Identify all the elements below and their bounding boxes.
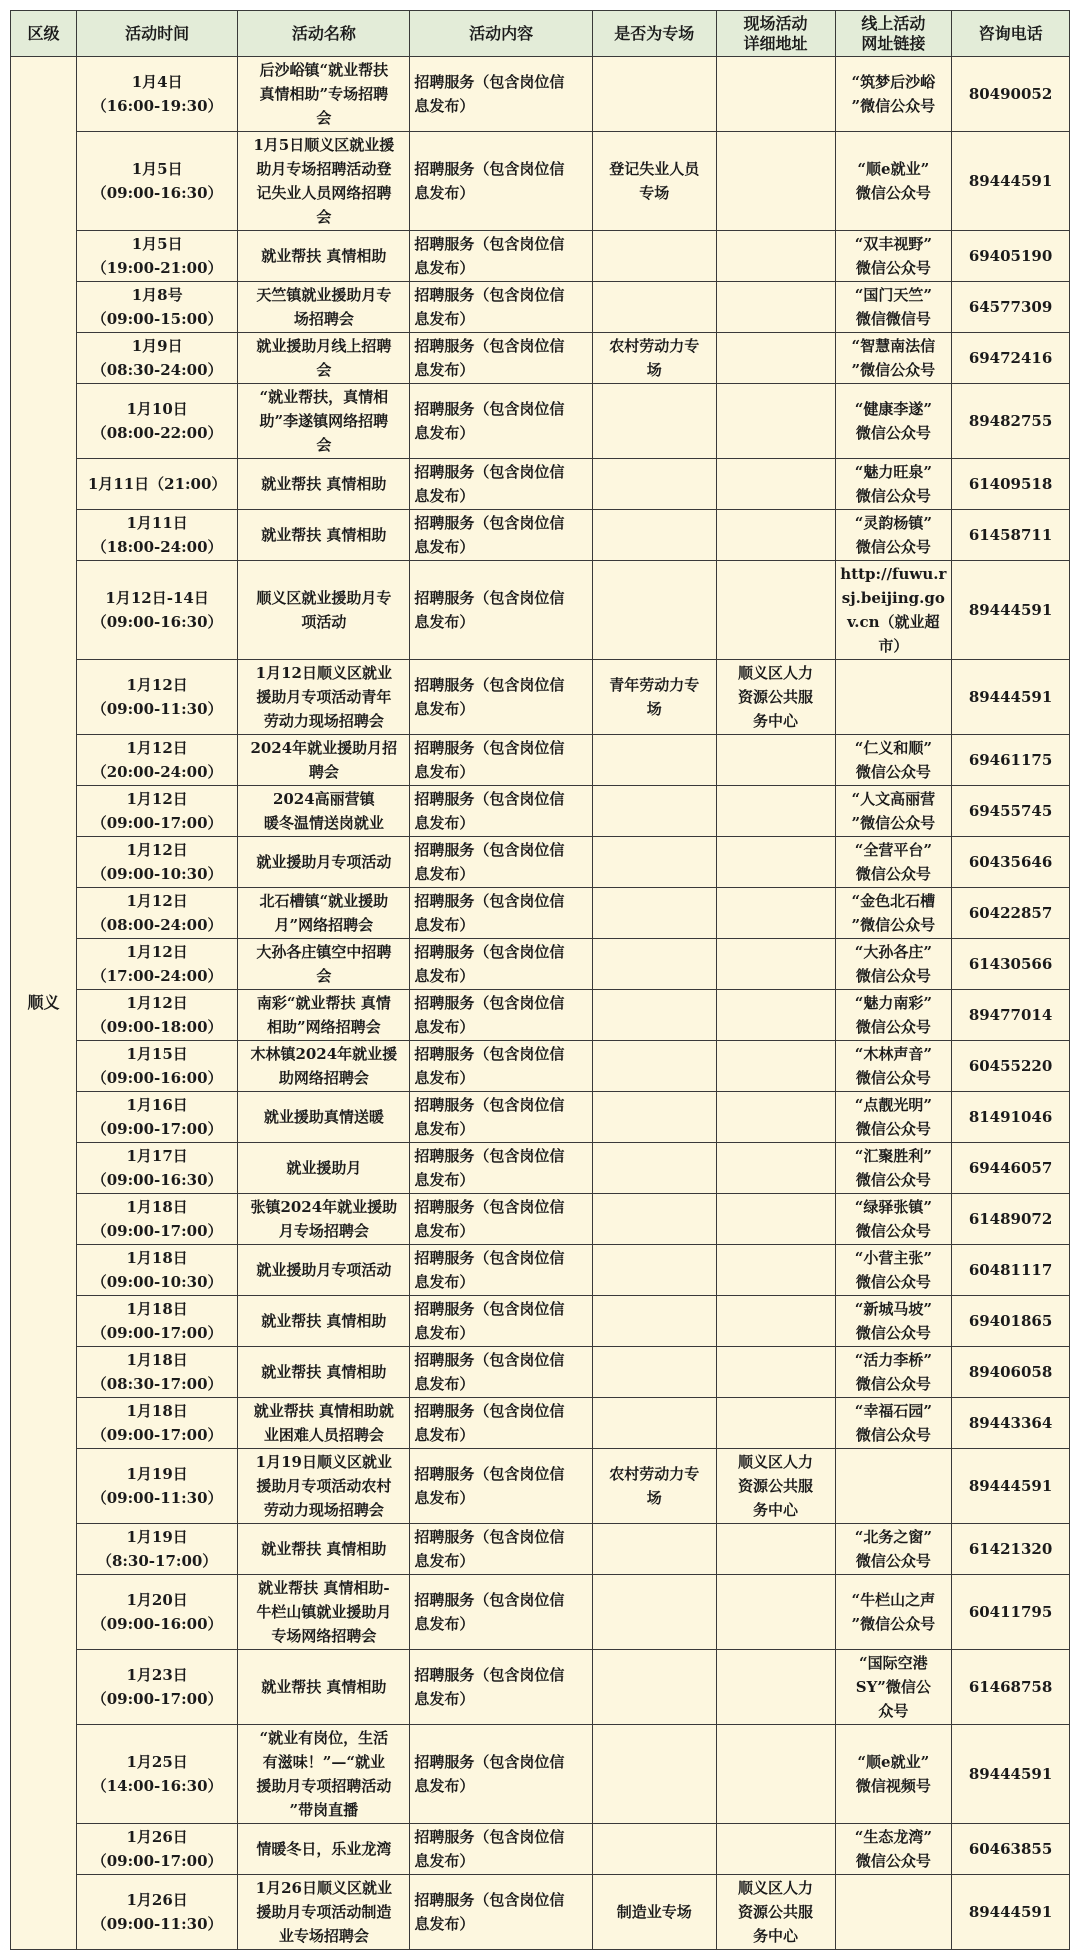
table-row	[11, 1575, 1070, 1650]
cell-special	[592, 1347, 716, 1398]
table-row	[11, 1875, 1070, 1950]
cell-special: 农村劳动力专 场	[592, 1449, 716, 1524]
cell-name: “就业有岗位，生活 有滋味！”—“就业 援助月专项招聘活动 ”带岗直播	[238, 1725, 410, 1824]
cell-address	[716, 1524, 835, 1575]
cell-time: 1月16日 （09:00-17:00）	[76, 1092, 237, 1143]
cell-special	[592, 1824, 716, 1875]
cell-special	[592, 1725, 716, 1824]
cell-address	[716, 1194, 835, 1245]
cell-name: 就业援助月专项活动	[238, 837, 410, 888]
cell-phone: 69455745	[952, 786, 1070, 837]
table-body	[11, 57, 1070, 1950]
cell-content: 招聘服务（包含岗位信 息发布）	[410, 1041, 593, 1092]
cell-phone: 89444591	[952, 1875, 1070, 1950]
cell-name: 2024高丽营镇 暖冬温情送岗就业	[238, 786, 410, 837]
cell-content: 招聘服务（包含岗位信 息发布）	[410, 888, 593, 939]
cell-address	[716, 735, 835, 786]
table-row	[11, 1725, 1070, 1824]
cell-content: 招聘服务（包含岗位信 息发布）	[410, 132, 593, 231]
cell-address	[716, 1650, 835, 1725]
cell-address	[716, 1041, 835, 1092]
cell-content: 招聘服务（包含岗位信 息发布）	[410, 786, 593, 837]
cell-link: “汇聚胜利” 微信公众号	[835, 1143, 952, 1194]
cell-address: 顺义区人力 资源公共服 务中心	[716, 1875, 835, 1950]
cell-name: 就业帮扶 真情相助	[238, 459, 410, 510]
table-row	[11, 282, 1070, 333]
cell-address	[716, 1245, 835, 1296]
cell-link: “顺e就业” 微信公众号	[835, 132, 952, 231]
cell-special	[592, 1092, 716, 1143]
cell-content: 招聘服务（包含岗位信 息发布）	[410, 837, 593, 888]
cell-link: “活力李桥” 微信公众号	[835, 1347, 952, 1398]
cell-time: 1月12日-14日 （09:00-16:30）	[76, 561, 237, 660]
table-row	[11, 1092, 1070, 1143]
cell-special	[592, 282, 716, 333]
cell-special	[592, 786, 716, 837]
header-name: 活动名称	[238, 11, 410, 57]
table-row	[11, 1296, 1070, 1347]
cell-name: 就业帮扶 真情相助- 牛栏山镇就业援助月 专场网络招聘会	[238, 1575, 410, 1650]
cell-name: 就业援助月线上招聘 会	[238, 333, 410, 384]
cell-time: 1月26日 （09:00-17:00）	[76, 1824, 237, 1875]
cell-time: 1月25日 （14:00-16:30）	[76, 1725, 237, 1824]
cell-special	[592, 1194, 716, 1245]
cell-phone: 89444591	[952, 132, 1070, 231]
cell-time: 1月5日 （19:00-21:00）	[76, 231, 237, 282]
cell-content: 招聘服务（包含岗位信 息发布）	[410, 1575, 593, 1650]
table-row	[11, 231, 1070, 282]
cell-address	[716, 1398, 835, 1449]
cell-phone: 89443364	[952, 1398, 1070, 1449]
cell-time: 1月15日 （09:00-16:00）	[76, 1041, 237, 1092]
cell-phone: 64577309	[952, 282, 1070, 333]
header-content: 活动内容	[410, 11, 593, 57]
table-row	[11, 1650, 1070, 1725]
cell-time: 1月18日 （08:30-17:00）	[76, 1347, 237, 1398]
cell-special	[592, 1524, 716, 1575]
table-row	[11, 1041, 1070, 1092]
cell-link: “智慧南法信 ”微信公众号	[835, 333, 952, 384]
cell-time: 1月18日 （09:00-17:00）	[76, 1194, 237, 1245]
cell-phone: 89482755	[952, 384, 1070, 459]
cell-address: 顺义区人力 资源公共服 务中心	[716, 1449, 835, 1524]
table-row	[11, 459, 1070, 510]
cell-address	[716, 132, 835, 231]
cell-link: “灵韵杨镇” 微信公众号	[835, 510, 952, 561]
cell-special: 制造业专场	[592, 1875, 716, 1950]
cell-special	[592, 510, 716, 561]
cell-time: 1月19日 （8:30-17:00）	[76, 1524, 237, 1575]
cell-address	[716, 333, 835, 384]
cell-content: 招聘服务（包含岗位信 息发布）	[410, 384, 593, 459]
cell-address	[716, 1725, 835, 1824]
cell-content: 招聘服务（包含岗位信 息发布）	[410, 1347, 593, 1398]
cell-link: “魅力旺泉” 微信公众号	[835, 459, 952, 510]
cell-time: 1月9日 （08:30-24:00）	[76, 333, 237, 384]
cell-phone: 69472416	[952, 333, 1070, 384]
cell-time: 1月12日 （09:00-11:30）	[76, 660, 237, 735]
cell-link: “牛栏山之声 ”微信公众号	[835, 1575, 952, 1650]
cell-time: 1月12日 （08:00-24:00）	[76, 888, 237, 939]
header-row	[11, 11, 1070, 57]
cell-name: 就业帮扶 真情相助	[238, 1296, 410, 1347]
cell-name: 1月26日顺义区就业 援助月专项活动制造 业专场招聘会	[238, 1875, 410, 1950]
cell-address	[716, 1824, 835, 1875]
cell-phone: 61458711	[952, 510, 1070, 561]
cell-name: 1月19日顺义区就业 援助月专项活动农村 劳动力现场招聘会	[238, 1449, 410, 1524]
header-address: 现场活动 详细地址	[716, 11, 835, 57]
cell-address	[716, 1296, 835, 1347]
table-row	[11, 1347, 1070, 1398]
cell-name: 就业帮扶 真情相助	[238, 510, 410, 561]
cell-time: 1月23日 （09:00-17:00）	[76, 1650, 237, 1725]
cell-name: 顺义区就业援助月专 项活动	[238, 561, 410, 660]
cell-phone: 60411795	[952, 1575, 1070, 1650]
table-row	[11, 786, 1070, 837]
cell-time: 1月5日 （09:00-16:30）	[76, 132, 237, 231]
cell-content: 招聘服务（包含岗位信 息发布）	[410, 990, 593, 1041]
cell-content: 招聘服务（包含岗位信 息发布）	[410, 660, 593, 735]
cell-phone: 89477014	[952, 990, 1070, 1041]
cell-link: “国门天竺” 微信微信号	[835, 282, 952, 333]
cell-link: “全营平台” 微信公众号	[835, 837, 952, 888]
cell-content: 招聘服务（包含岗位信 息发布）	[410, 939, 593, 990]
cell-time: 1月12日 （20:00-24:00）	[76, 735, 237, 786]
cell-phone: 60435646	[952, 837, 1070, 888]
cell-link: “顺e就业” 微信视频号	[835, 1725, 952, 1824]
cell-time: 1月12日 （09:00-10:30）	[76, 837, 237, 888]
cell-time: 1月4日 （16:00-19:30）	[76, 57, 237, 132]
cell-special	[592, 837, 716, 888]
cell-link: “木林声音” 微信公众号	[835, 1041, 952, 1092]
cell-link: “幸福石园” 微信公众号	[835, 1398, 952, 1449]
cell-phone: 89444591	[952, 561, 1070, 660]
cell-content: 招聘服务（包含岗位信 息发布）	[410, 1245, 593, 1296]
cell-time: 1月18日 （09:00-17:00）	[76, 1296, 237, 1347]
cell-phone: 69405190	[952, 231, 1070, 282]
cell-link: “绿驿张镇” 微信公众号	[835, 1194, 952, 1245]
table-row	[11, 384, 1070, 459]
cell-time: 1月8号 （09:00-15:00）	[76, 282, 237, 333]
cell-address: 顺义区人力 资源公共服 务中心	[716, 660, 835, 735]
cell-phone: 69401865	[952, 1296, 1070, 1347]
cell-name: 就业援助月专项活动	[238, 1245, 410, 1296]
cell-special	[592, 459, 716, 510]
cell-special	[592, 1143, 716, 1194]
cell-name: 就业援助月	[238, 1143, 410, 1194]
cell-special	[592, 990, 716, 1041]
cell-content: 招聘服务（包含岗位信 息发布）	[410, 735, 593, 786]
cell-name: 情暖冬日，乐业龙湾	[238, 1824, 410, 1875]
cell-district: 顺义	[11, 57, 77, 1950]
cell-special	[592, 939, 716, 990]
table-row	[11, 735, 1070, 786]
cell-content: 招聘服务（包含岗位信 息发布）	[410, 1875, 593, 1950]
cell-address	[716, 510, 835, 561]
cell-content: 招聘服务（包含岗位信 息发布）	[410, 1650, 593, 1725]
cell-special	[592, 561, 716, 660]
cell-phone: 61430566	[952, 939, 1070, 990]
cell-link	[835, 1449, 952, 1524]
cell-content: 招聘服务（包含岗位信 息发布）	[410, 1194, 593, 1245]
cell-name: 张镇2024年就业援助 月专场招聘会	[238, 1194, 410, 1245]
table-row	[11, 333, 1070, 384]
cell-link: “北务之窗” 微信公众号	[835, 1524, 952, 1575]
cell-link: “魅力南彩” 微信公众号	[835, 990, 952, 1041]
cell-content: 招聘服务（包含岗位信 息发布）	[410, 333, 593, 384]
cell-time: 1月20日 （09:00-16:00）	[76, 1575, 237, 1650]
table-row	[11, 990, 1070, 1041]
cell-name: 南彩“就业帮扶 真情 相助”网络招聘会	[238, 990, 410, 1041]
cell-content: 招聘服务（包含岗位信 息发布）	[410, 1524, 593, 1575]
cell-content: 招聘服务（包含岗位信 息发布）	[410, 57, 593, 132]
employment-events-table	[10, 10, 1070, 1950]
cell-address	[716, 1575, 835, 1650]
cell-phone: 89444591	[952, 660, 1070, 735]
cell-link: “健康李遂” 微信公众号	[835, 384, 952, 459]
cell-content: 招聘服务（包含岗位信 息发布）	[410, 231, 593, 282]
cell-content: 招聘服务（包含岗位信 息发布）	[410, 1143, 593, 1194]
cell-address	[716, 57, 835, 132]
cell-name: 就业帮扶 真情相助	[238, 1347, 410, 1398]
cell-content: 招聘服务（包含岗位信 息发布）	[410, 510, 593, 561]
cell-phone: 80490052	[952, 57, 1070, 132]
cell-phone: 61421320	[952, 1524, 1070, 1575]
cell-name: 就业帮扶 真情相助	[238, 1650, 410, 1725]
table-row	[11, 132, 1070, 231]
cell-address	[716, 939, 835, 990]
cell-phone: 89444591	[952, 1725, 1070, 1824]
cell-address	[716, 1092, 835, 1143]
cell-link: “筑梦后沙峪 ”微信公众号	[835, 57, 952, 132]
cell-link: http://fuwu.r sj.beijing.go v.cn（就业超 市）	[835, 561, 952, 660]
cell-link: “金色北石槽 ”微信公众号	[835, 888, 952, 939]
table-row	[11, 1245, 1070, 1296]
cell-time: 1月17日 （09:00-16:30）	[76, 1143, 237, 1194]
table-row	[11, 1824, 1070, 1875]
cell-special	[592, 1650, 716, 1725]
cell-link: “人文高丽营 ”微信公众号	[835, 786, 952, 837]
cell-name: 就业援助真情送暖	[238, 1092, 410, 1143]
cell-phone: 60481117	[952, 1245, 1070, 1296]
cell-special	[592, 888, 716, 939]
cell-link	[835, 1875, 952, 1950]
cell-special: 登记失业人员 专场	[592, 132, 716, 231]
cell-link: “双丰视野” 微信公众号	[835, 231, 952, 282]
cell-phone: 89406058	[952, 1347, 1070, 1398]
cell-name: 就业帮扶 真情相助	[238, 231, 410, 282]
cell-phone: 69446057	[952, 1143, 1070, 1194]
table-row	[11, 1449, 1070, 1524]
cell-name: 大孙各庄镇空中招聘 会	[238, 939, 410, 990]
cell-special	[592, 735, 716, 786]
cell-address	[716, 837, 835, 888]
table-row	[11, 57, 1070, 132]
cell-name: 北石槽镇“就业援助 月”网络招聘会	[238, 888, 410, 939]
cell-special	[592, 57, 716, 132]
cell-time: 1月12日 （09:00-18:00）	[76, 990, 237, 1041]
cell-content: 招聘服务（包含岗位信 息发布）	[410, 1398, 593, 1449]
cell-phone: 61409518	[952, 459, 1070, 510]
header-time: 活动时间	[76, 11, 237, 57]
cell-time: 1月12日 （17:00-24:00）	[76, 939, 237, 990]
cell-time: 1月11日 （18:00-24:00）	[76, 510, 237, 561]
cell-link: “大孙各庄” 微信公众号	[835, 939, 952, 990]
cell-name: 就业帮扶 真情相助	[238, 1524, 410, 1575]
cell-address	[716, 990, 835, 1041]
table-row	[11, 1143, 1070, 1194]
header-link: 线上活动 网址链接	[835, 11, 952, 57]
cell-link: “国际空港 SY”微信公 众号	[835, 1650, 952, 1725]
cell-content: 招聘服务（包含岗位信 息发布）	[410, 459, 593, 510]
cell-special: 青年劳动力专 场	[592, 660, 716, 735]
cell-link: “点靓光明” 微信公众号	[835, 1092, 952, 1143]
cell-name: 就业帮扶 真情相助就 业困难人员招聘会	[238, 1398, 410, 1449]
cell-phone: 60463855	[952, 1824, 1070, 1875]
cell-time: 1月19日 （09:00-11:30）	[76, 1449, 237, 1524]
table-row	[11, 510, 1070, 561]
cell-phone: 89444591	[952, 1449, 1070, 1524]
table-row	[11, 561, 1070, 660]
cell-special	[592, 1245, 716, 1296]
cell-phone: 69461175	[952, 735, 1070, 786]
cell-special	[592, 1398, 716, 1449]
cell-address	[716, 786, 835, 837]
cell-address	[716, 1347, 835, 1398]
cell-address	[716, 231, 835, 282]
cell-address	[716, 282, 835, 333]
cell-special	[592, 231, 716, 282]
header-district: 区级	[11, 11, 77, 57]
cell-link: “生态龙湾” 微信公众号	[835, 1824, 952, 1875]
cell-special	[592, 1041, 716, 1092]
cell-time: 1月12日 （09:00-17:00）	[76, 786, 237, 837]
cell-address	[716, 459, 835, 510]
cell-special	[592, 1575, 716, 1650]
cell-phone: 61468758	[952, 1650, 1070, 1725]
cell-link: “新城马坡” 微信公众号	[835, 1296, 952, 1347]
cell-phone: 81491046	[952, 1092, 1070, 1143]
cell-phone: 61489072	[952, 1194, 1070, 1245]
table-row	[11, 1194, 1070, 1245]
table-row	[11, 939, 1070, 990]
cell-content: 招聘服务（包含岗位信 息发布）	[410, 1449, 593, 1524]
cell-name: 1月5日顺义区就业援 助月专场招聘活动登 记失业人员网络招聘 会	[238, 132, 410, 231]
cell-time: 1月11日（21:00）	[76, 459, 237, 510]
cell-time: 1月26日 （09:00-11:30）	[76, 1875, 237, 1950]
cell-content: 招聘服务（包含岗位信 息发布）	[410, 1092, 593, 1143]
cell-name: 1月12日顺义区就业 援助月专项活动青年 劳动力现场招聘会	[238, 660, 410, 735]
table-row	[11, 888, 1070, 939]
cell-address	[716, 888, 835, 939]
header-special: 是否为专场	[592, 11, 716, 57]
cell-content: 招聘服务（包含岗位信 息发布）	[410, 1296, 593, 1347]
cell-address	[716, 1143, 835, 1194]
table-row	[11, 660, 1070, 735]
cell-name: 后沙峪镇“就业帮扶 真情相助”专场招聘 会	[238, 57, 410, 132]
cell-special: 农村劳动力专 场	[592, 333, 716, 384]
cell-special	[592, 1296, 716, 1347]
cell-time: 1月18日 （09:00-17:00）	[76, 1398, 237, 1449]
cell-address	[716, 384, 835, 459]
cell-content: 招聘服务（包含岗位信 息发布）	[410, 1725, 593, 1824]
cell-content: 招聘服务（包含岗位信 息发布）	[410, 561, 593, 660]
cell-name: 2024年就业援助月招 聘会	[238, 735, 410, 786]
cell-address	[716, 561, 835, 660]
table-row	[11, 1398, 1070, 1449]
cell-time: 1月18日 （09:00-10:30）	[76, 1245, 237, 1296]
table-row	[11, 837, 1070, 888]
cell-phone: 60455220	[952, 1041, 1070, 1092]
cell-special	[592, 384, 716, 459]
cell-time: 1月10日 （08:00-22:00）	[76, 384, 237, 459]
cell-link: “小营主张” 微信公众号	[835, 1245, 952, 1296]
cell-content: 招聘服务（包含岗位信 息发布）	[410, 1824, 593, 1875]
cell-phone: 60422857	[952, 888, 1070, 939]
cell-name: “就业帮扶，真情相 助”李遂镇网络招聘 会	[238, 384, 410, 459]
table-row	[11, 1524, 1070, 1575]
cell-name: 木林镇2024年就业援 助网络招聘会	[238, 1041, 410, 1092]
header-phone: 咨询电话	[952, 11, 1070, 57]
cell-content: 招聘服务（包含岗位信 息发布）	[410, 282, 593, 333]
cell-link: “仁义和顺” 微信公众号	[835, 735, 952, 786]
cell-link	[835, 660, 952, 735]
cell-name: 天竺镇就业援助月专 场招聘会	[238, 282, 410, 333]
